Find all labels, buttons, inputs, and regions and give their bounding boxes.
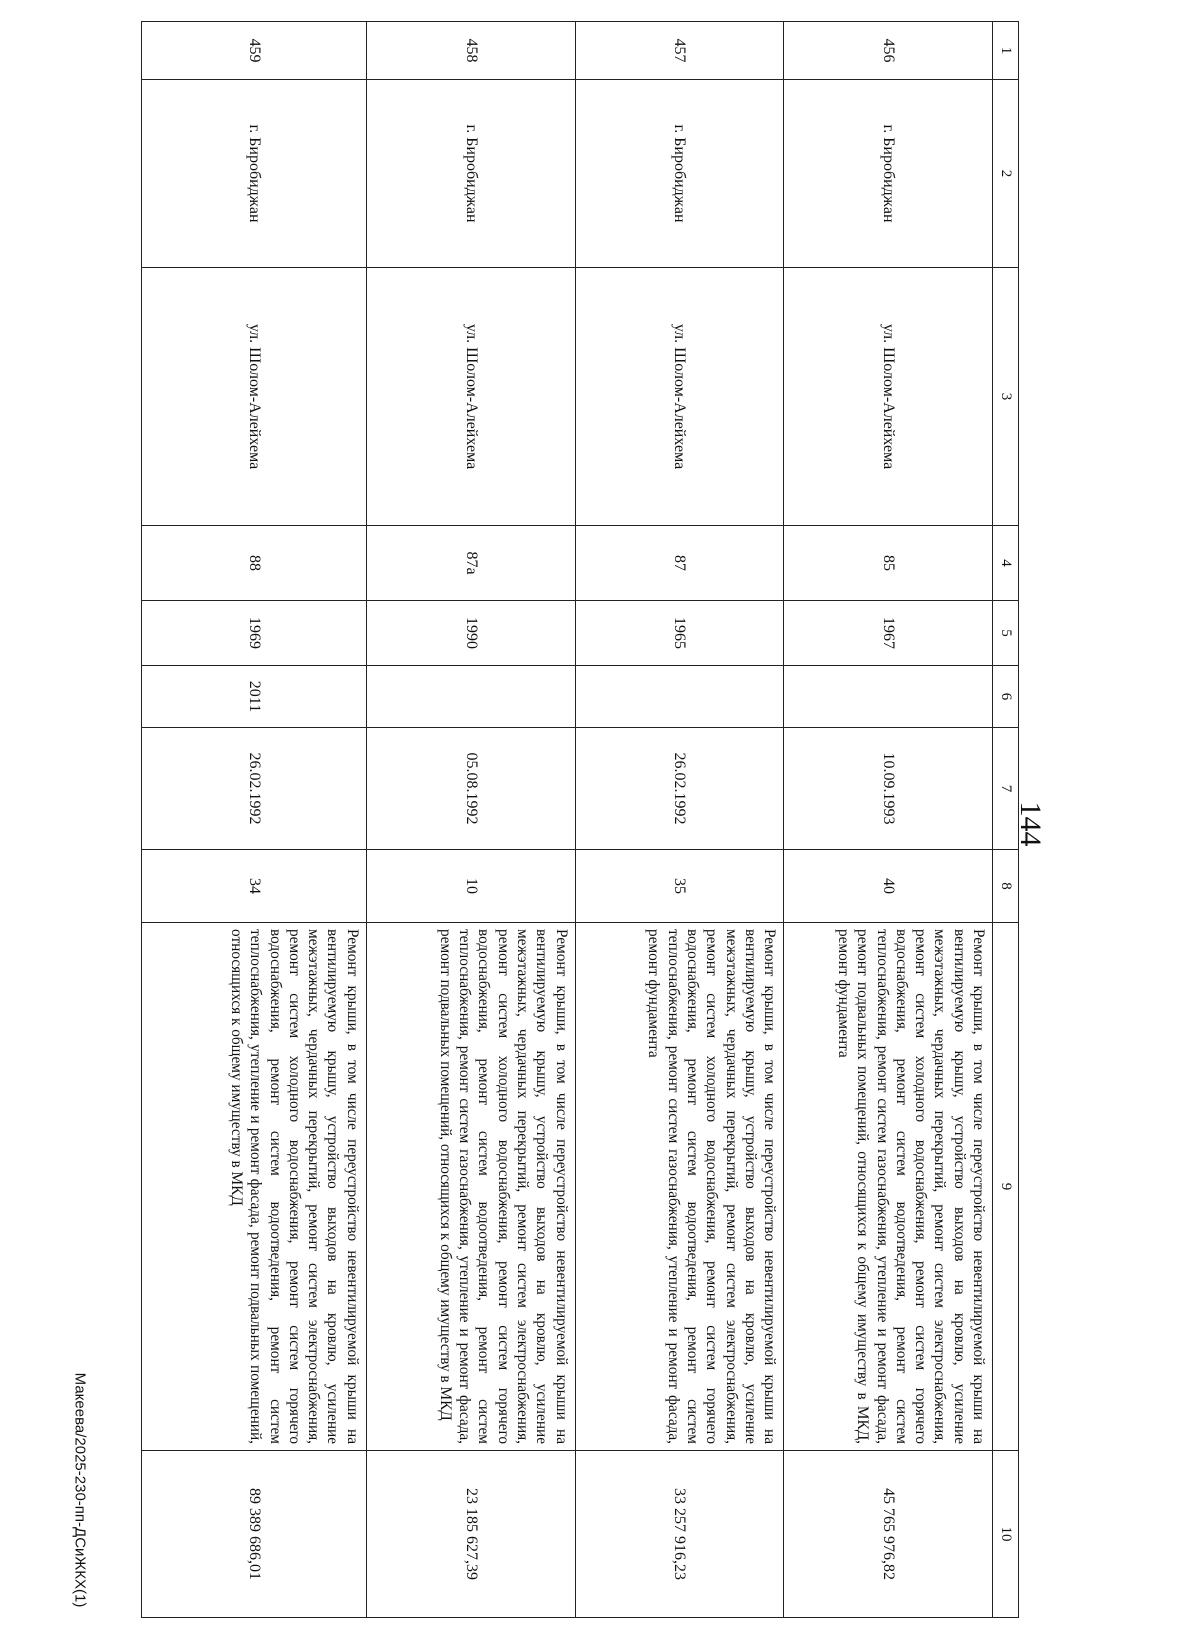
column-header: 7 (993, 728, 1019, 850)
works-cell: Ремонт крыши, в том числе переустройство невентилируемой крыши на вентилируемую крышу, устройство выходов на кровлю, усиление межэтажных, чердачных перекрытий, ремонт систем электроснабжения, ремонт систем холодного водоснабжения, ремонт систем горячего водоснабжения, ремонт систем водоотведения, ремонт систем теплоснабжения, ремонт систем газоснабжения, утепление и ремонт фасада, ремонт подвальных помещений, относящихся к общему имуществу в МКД, ремонт фундамента (784, 923, 993, 1451)
street-cell: ул. Шолом-Алейхема (366, 268, 575, 526)
city-cell: г. Биробиджан (575, 80, 784, 268)
cost-cell: 33 257 916,23 (575, 1451, 784, 1618)
program-table-wrapper (141, 21, 1019, 1617)
col8-cell: 34 (142, 850, 367, 923)
cost-cell: 45 765 976,82 (784, 1451, 993, 1618)
works-cell: Ремонт крыши, в том числе переустройство невентилируемой крыши на вентилируемую крышу, устройство выходов на кровлю, усиление межэтажных, чердачных перекрытий, ремонт систем электроснабжения, ремонт систем холодного водоснабжения, ремонт систем горячего водоснабжения, ремонт систем водоотведения, ремонт систем теплоснабжения, утепление и ремонт фасада, ремонт подвальных помещений, относящихся к общему имуществу в МКД (142, 923, 367, 1451)
column-header: 4 (993, 526, 1019, 601)
house-cell: 88 (142, 526, 367, 601)
column-header: 6 (993, 666, 1019, 728)
row-number: 457 (575, 22, 784, 80)
table-row (575, 22, 784, 1618)
column-header: 5 (993, 601, 1019, 666)
table-row (142, 22, 367, 1618)
col6-cell (366, 666, 575, 728)
page-number: 144 (1014, 801, 1047, 847)
column-header: 3 (993, 268, 1019, 526)
year-built-cell: 1967 (784, 601, 993, 666)
street-cell: ул. Шолом-Алейхема (142, 268, 367, 526)
column-header: 9 (993, 923, 1019, 1451)
col6-cell: 2011 (142, 666, 367, 728)
house-cell: 87 (575, 526, 784, 601)
col8-cell: 10 (366, 850, 575, 923)
header-row (993, 22, 1019, 1618)
cost-cell: 23 185 627,39 (366, 1451, 575, 1618)
col8-cell: 35 (575, 850, 784, 923)
works-cell: Ремонт крыши, в том числе переустройство невентилируемой крыши на вентилируемую крышу, устройство выходов на кровлю, усиление межэтажных, чердачных перекрытий, ремонт систем электроснабжения, ремонт систем холодного водоснабжения, ремонт систем горячего водоснабжения, ремонт систем водоотведения, ремонт систем теплоснабжения, ремонт систем газоснабжения, утепление и ремонт фасада, ремонт фундамента (575, 923, 784, 1451)
col6-cell (575, 666, 784, 728)
year-built-cell: 1969 (142, 601, 367, 666)
column-header: 2 (993, 80, 1019, 268)
table-row (366, 22, 575, 1618)
street-cell: ул. Шолом-Алейхема (784, 268, 993, 526)
cost-cell: 89 389 686,01 (142, 1451, 367, 1618)
col6-cell (784, 666, 993, 728)
table-row (784, 22, 993, 1618)
street-cell: ул. Шолом-Алейхема (575, 268, 784, 526)
city-cell: г. Биробиджан (784, 80, 993, 268)
works-cell: Ремонт крыши, в том числе переустройство невентилируемой крыши на вентилируемую крышу, устройство выходов на кровлю, усиление межэтажных, чердачных перекрытий, ремонт систем электроснабжения, ремонт систем холодного водоснабжения, ремонт систем горячего водоснабжения, ремонт систем водоотведения, ремонт систем теплоснабжения, ремонт систем газоснабжения, утепление и ремонт фасада, ремонт подвальных помещений, относящихся к общему имуществу в МКД (366, 923, 575, 1451)
row-number: 458 (366, 22, 575, 80)
city-cell: г. Биробиджан (366, 80, 575, 268)
house-cell: 85 (784, 526, 993, 601)
footer-document-reference: Макеева/2025-230-пп-ДСиЖКХ(1) (71, 1372, 89, 1608)
program-table (141, 21, 1019, 1618)
column-header: 1 (993, 22, 1019, 80)
row-number: 456 (784, 22, 993, 80)
year-built-cell: 1990 (366, 601, 575, 666)
date-cell: 26.02.1992 (575, 728, 784, 850)
column-header: 8 (993, 850, 1019, 923)
row-number: 459 (142, 22, 367, 80)
city-cell: г. Биробиджан (142, 80, 367, 268)
date-cell: 10.09.1993 (784, 728, 993, 850)
column-header: 10 (993, 1451, 1019, 1618)
year-built-cell: 1965 (575, 601, 784, 666)
date-cell: 05.08.1992 (366, 728, 575, 850)
house-cell: 87а (366, 526, 575, 601)
date-cell: 26.02.1992 (142, 728, 367, 850)
col8-cell: 40 (784, 850, 993, 923)
